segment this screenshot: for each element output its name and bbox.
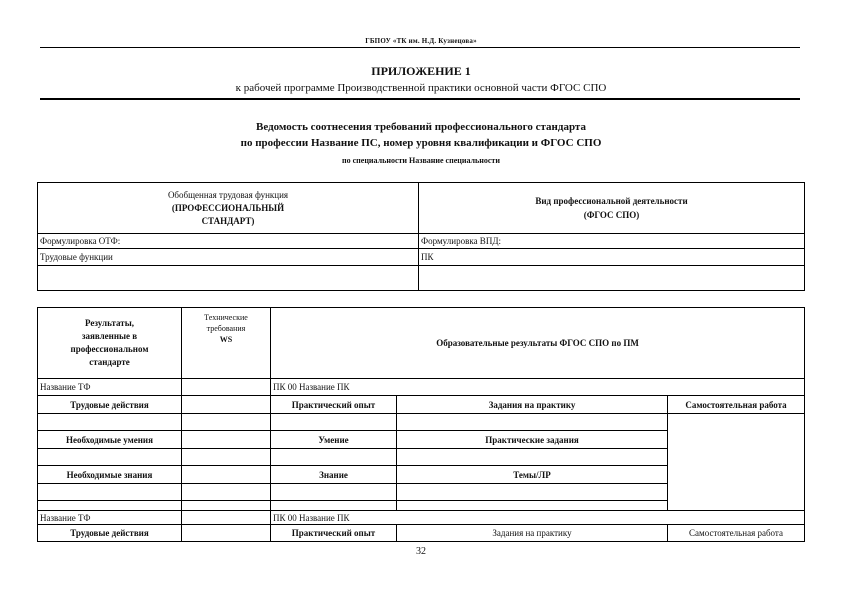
otf-formulation: Формулировка ОТФ: (38, 234, 419, 249)
org-header: ГБПОУ «ТК им. Н.Д. Кузнецова» (365, 37, 477, 45)
pk-name: ПК 00 Название ПК (271, 379, 805, 396)
standard-table (37, 182, 805, 291)
ps-results-line1: Результаты, (84, 318, 135, 328)
statement-line1: Ведомость соотнесения требований профессионального стандарта (256, 121, 586, 133)
empty-cell (182, 525, 271, 542)
otf-header-line2: (ПРОФЕССИОНАЛЬНЫЙ (171, 202, 285, 213)
ps-results-line2: заявленные в (81, 331, 138, 341)
empty-cell (182, 484, 271, 501)
practice-tasks: Задания на практику (397, 396, 668, 414)
empty-cell (38, 414, 182, 431)
required-skills: Необходимые умения (38, 431, 182, 449)
empty-cell (271, 449, 397, 466)
ps-results-header (38, 308, 182, 379)
required-knowledge: Необходимые знания (38, 466, 182, 484)
practical-experience-2: Практический опыт (271, 525, 397, 542)
vpd-header-line1: Вид профессиональной деятельности (535, 196, 688, 206)
empty-cell (38, 484, 182, 501)
empty-cell (397, 484, 668, 501)
ps-results-line4: стандарте (89, 357, 130, 367)
tf-name: Название ТФ (38, 379, 182, 396)
empty-cell (419, 266, 805, 291)
topics: Темы/ЛР (397, 466, 668, 484)
ps-results-line3: профессиональном (70, 344, 149, 354)
tf-name-2: Название ТФ (38, 511, 182, 525)
labor-actions-2: Трудовые действия (38, 525, 182, 542)
empty-cell (397, 414, 668, 431)
knowledge: Знание (271, 466, 397, 484)
empty-cell (182, 379, 271, 396)
practical-experience: Практический опыт (271, 396, 397, 414)
empty-cell (38, 501, 182, 511)
practical-tasks: Практические задания (397, 431, 668, 449)
statement-line3: по специальности Название специальности (342, 156, 500, 165)
self-work-merged (668, 414, 805, 511)
labor-functions-label: Трудовые функции (38, 249, 419, 266)
self-work-2: Самостоятельная работа (668, 525, 805, 542)
otf-header-line1: Обобщенная трудовая функция (167, 189, 289, 200)
empty-cell (271, 414, 397, 431)
empty-cell (182, 396, 271, 414)
empty-cell (397, 449, 668, 466)
empty-cell (182, 449, 271, 466)
empty-cell (182, 511, 271, 525)
ws-header-line1: Технические (204, 313, 248, 322)
pk-label: ПК (419, 249, 805, 266)
otf-header-line3: СТАНДАРТ) (201, 215, 255, 226)
labor-actions: Трудовые действия (38, 396, 182, 414)
empty-cell (397, 501, 668, 511)
subtitle-rule (40, 98, 800, 100)
empty-cell (182, 466, 271, 484)
empty-cell (182, 431, 271, 449)
appendix-subtitle: к рабочей программе Производственной практики основной части ФГОС СПО (235, 82, 607, 94)
self-work: Самостоятельная работа (668, 396, 805, 414)
ws-header-line3: WS (219, 335, 233, 344)
ws-header-line2: требования (206, 324, 246, 333)
header-rule (40, 47, 800, 48)
vpd-header-line2: (ФГОС СПО) (583, 210, 640, 220)
empty-cell (271, 484, 397, 501)
results-table (37, 307, 805, 542)
statement-line2: по профессии Название ПС, номер уровня квалификации и ФГОС СПО (240, 137, 602, 149)
empty-cell (38, 449, 182, 466)
appendix-title: ПРИЛОЖЕНИЕ 1 (371, 64, 471, 78)
empty-cell (38, 266, 419, 291)
pk-name-2: ПК 00 Название ПК (271, 511, 805, 525)
vpd-header (419, 183, 805, 234)
skill: Умение (271, 431, 397, 449)
otf-header (38, 183, 419, 234)
empty-cell (182, 501, 271, 511)
empty-cell (182, 414, 271, 431)
vpd-formulation: Формулировка ВПД: (419, 234, 805, 249)
practice-tasks-2: Задания на практику (397, 525, 668, 542)
page-number: 32 (416, 546, 426, 557)
ws-header (182, 308, 271, 379)
fgos-results-header: Образовательные результаты ФГОС СПО по ПМ (271, 308, 805, 379)
empty-cell (271, 501, 397, 511)
